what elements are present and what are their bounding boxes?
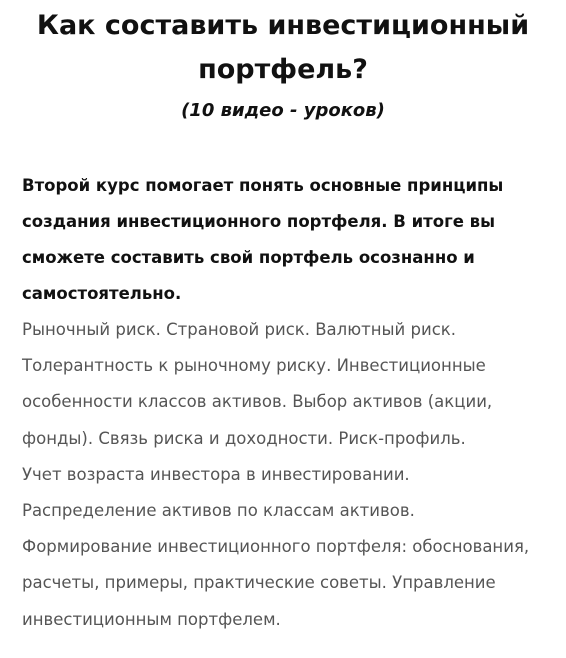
- topic-line: Формирование инвестиционного портфеля: обоснования,: [22, 537, 530, 557]
- course-subtitle: (10 видео - уроков): [181, 100, 385, 121]
- course-intro: [22, 168, 562, 312]
- topic-line: Рыночный риск. Страновой риск. Валютный риск.: [22, 320, 456, 339]
- topic-line: Распределение активов по классам активов.: [22, 501, 415, 521]
- course-topics: [22, 312, 562, 638]
- intro-line: создания инвестиционного портфеля. В итоге вы: [22, 212, 495, 231]
- topic-line: фонды). Связь риска и доходности. Риск-профиль.: [22, 428, 466, 448]
- course-title-line-2: портфель?: [198, 54, 368, 85]
- topic-line: расчеты, примеры, практические советы. Управление: [22, 573, 496, 593]
- course-title-line-1: Как составить инвестиционный: [36, 10, 530, 41]
- topic-line: особенности классов активов. Выбор активов (акции,: [22, 392, 493, 412]
- topic-line: инвестиционным портфелем.: [22, 609, 281, 629]
- course-title: [0, 4, 566, 92]
- intro-line: самостоятельно.: [22, 284, 182, 303]
- topic-line: Толерантность к рыночному риску. Инвестиционные: [22, 356, 486, 376]
- topic-line: Учет возраста инвестора в инвестировании.: [22, 464, 410, 484]
- intro-line: сможете составить свой портфель осознанно и: [22, 248, 475, 267]
- intro-line: Второй курс помогает понять основные принципы: [22, 176, 504, 195]
